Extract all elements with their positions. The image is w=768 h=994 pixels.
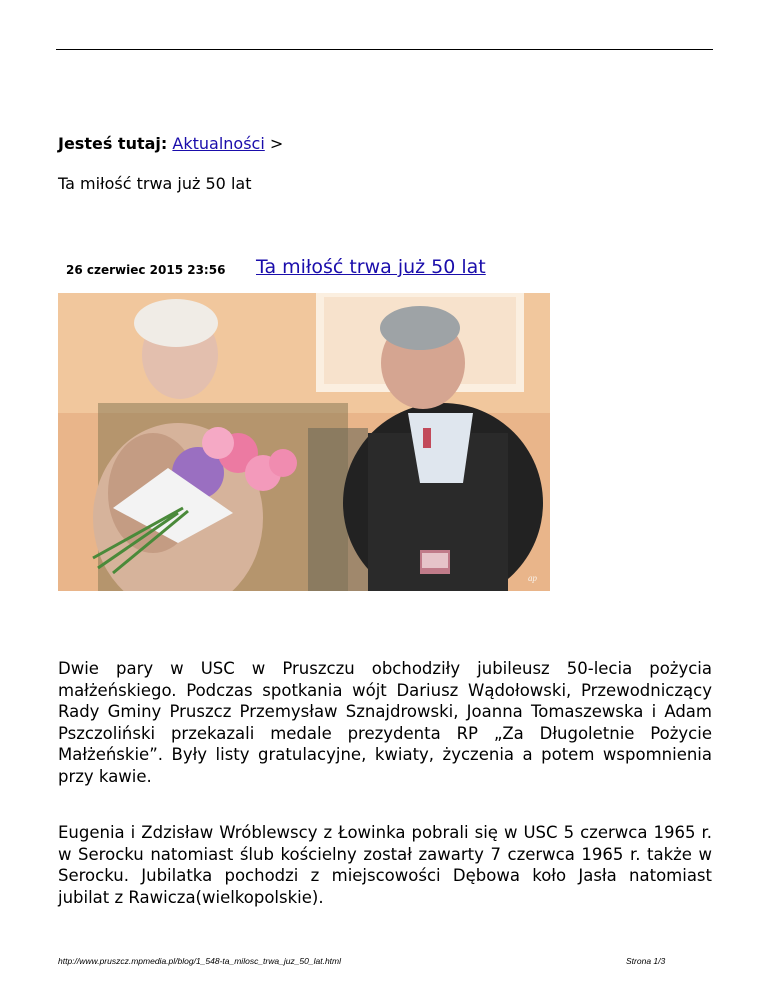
header-divider (56, 49, 713, 50)
footer-url: http://www.pruszcz.mpmedia.pl/blog/1_548-ta_milosc_trwa_juz_50_lat.html (58, 956, 341, 966)
post-paragraph-2: Eugenia i Zdzisław Wróblewscy z Łowinka pobrali się w USC 5 czerwca 1965 r. w Serocku natomiast ślub kościelny został zawarty 7 czerwca 1965 r. także w Serocku. Jubilatka pochodzi z miejscowości Dębowa koło Jasła natomiast jubilat z Rawicza(wielkopolskie). (58, 823, 712, 907)
post-photo (58, 293, 550, 591)
breadcrumb-separator: > (269, 134, 284, 153)
page-title: Ta miłość trwa już 50 lat (58, 174, 252, 193)
post-paragraph-1: Dwie pary w USC w Pruszczu obchodziły jubileusz 50-lecia pożycia małżeńskiego. Podczas spotkania wójt Dariusz Wądołowski, Przewodniczący Rady Gminy Pruszcz Przemysław Sznajdrowski, Joanna Tomaszewska i Adam Pszczoliński przekazali medale prezydenta RP „Za Długoletnie Pożycie Małżeńskie”. Były listy gratulacyjne, kwiaty, życzenia a potem wspomnienia przy kawie. (58, 659, 712, 786)
post-date: 26 czerwiec 2015 23:56 (66, 263, 226, 277)
post-title-link[interactable]: Ta miłość trwa już 50 lat (256, 256, 486, 278)
footer-page-number: Strona 1/3 (626, 956, 666, 966)
breadcrumb-label: Jesteś tutaj: (58, 134, 168, 153)
breadcrumb (58, 134, 283, 153)
breadcrumb-link-news[interactable]: Aktualności (172, 134, 265, 153)
photo-watermark: ap (528, 573, 537, 583)
